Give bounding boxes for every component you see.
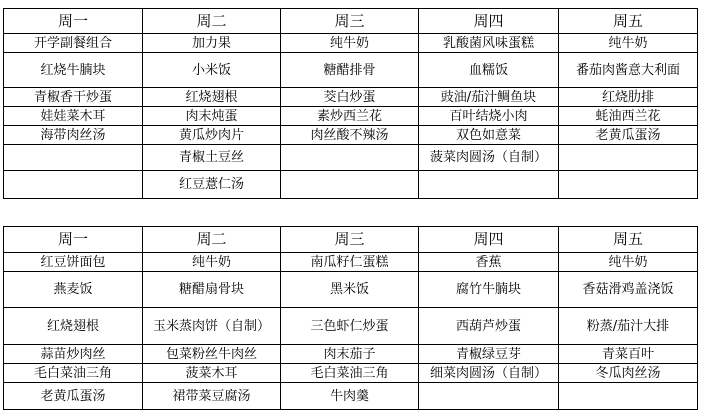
menu-cell (419, 171, 559, 199)
menu-cell: 海带肉丝汤 (4, 126, 143, 145)
menu-cell: 肉丝酸不辣汤 (281, 126, 419, 145)
week1-menu-row (4, 107, 698, 126)
menu-cell: 纯牛奶 (559, 34, 698, 53)
week2-menu-row (4, 253, 698, 272)
menu-cell (559, 145, 698, 171)
week1-menu-row (4, 145, 698, 171)
menu-cell: 裙带菜豆腐汤 (143, 383, 281, 410)
week1-menu-row (4, 171, 698, 199)
menu-cell: 菠菜木耳 (143, 364, 281, 383)
week1-menu-table (3, 8, 698, 199)
menu-cell: 纯牛奶 (143, 253, 281, 272)
menu-cell: 纯牛奶 (281, 34, 419, 53)
week1-menu-row (4, 53, 698, 88)
menu-cell: 红烧翅根 (143, 88, 281, 107)
menu-cell: 腐竹牛腩块 (419, 272, 559, 308)
menu-cell: 小米饭 (143, 53, 281, 88)
menu-cell: 老黄瓜蛋汤 (4, 383, 143, 410)
week1-menu-row (4, 126, 698, 145)
menu-cell: 细菜肉圆汤（自制） (419, 364, 559, 383)
menu-cell: 红烧肋排 (559, 88, 698, 107)
week2-menu-table (3, 226, 698, 410)
menu-cell: 黑米饭 (281, 272, 419, 308)
menu-cell: 香菇滑鸡盖浇饭 (559, 272, 698, 308)
menu-cell: 百叶结烧小肉 (419, 107, 559, 126)
menu-cell: 肉末茄子 (281, 345, 419, 364)
menu-cell: 红烧牛腩块 (4, 53, 143, 88)
menu-cell: 加力果 (143, 34, 281, 53)
menu-cell: 开学副餐组合 (4, 34, 143, 53)
menu-cell: 毛白菜油三角 (281, 364, 419, 383)
week2-day-header: 周五 (559, 227, 698, 253)
week2-menu-row (4, 383, 698, 410)
menu-cell: 番茄肉酱意大利面 (559, 53, 698, 88)
menu-cell: 豉油/茄汁鲷鱼块 (419, 88, 559, 107)
menu-cell (281, 171, 419, 199)
menu-cell: 青椒绿豆芽 (419, 345, 559, 364)
week1-menu-row (4, 34, 698, 53)
week1-day-header: 周二 (143, 9, 281, 34)
menu-cell: 肉末炖蛋 (143, 107, 281, 126)
menu-cell: 蒜苗炒肉丝 (4, 345, 143, 364)
menu-cell: 红烧翅根 (4, 308, 143, 345)
week2-menu-row (4, 308, 698, 345)
menu-cell: 南瓜籽仁蛋糕 (281, 253, 419, 272)
menu-cell: 纯牛奶 (559, 253, 698, 272)
menu-cell (4, 171, 143, 199)
menu-cell: 玉米蒸肉饼（自制） (143, 308, 281, 345)
week1-header-row (4, 9, 698, 34)
menu-cell: 冬瓜肉丝汤 (559, 364, 698, 383)
menu-cell: 青椒香干炒蛋 (4, 88, 143, 107)
menu-cell: 牛肉羹 (281, 383, 419, 410)
menu-cell: 三色虾仁炒蛋 (281, 308, 419, 345)
week1-day-header: 周三 (281, 9, 419, 34)
menu-cell: 毛白菜油三角 (4, 364, 143, 383)
menu-cell: 素炒西兰花 (281, 107, 419, 126)
week2-menu-row (4, 364, 698, 383)
menu-cell: 菠菜肉圆汤（自制） (419, 145, 559, 171)
menu-cell (559, 171, 698, 199)
menu-cell: 红豆饼面包 (4, 253, 143, 272)
menu-cell: 娃娃菜木耳 (4, 107, 143, 126)
week2-menu-row (4, 345, 698, 364)
menu-cell: 香蕉 (419, 253, 559, 272)
menu-cell: 糖醋排骨 (281, 53, 419, 88)
week1-day-header: 周四 (419, 9, 559, 34)
menu-cell: 乳酸菌风味蛋糕 (419, 34, 559, 53)
week2-day-header: 周四 (419, 227, 559, 253)
week1-menu-row (4, 88, 698, 107)
week2-day-header: 周三 (281, 227, 419, 253)
menu-cell (281, 145, 419, 171)
menu-cell (4, 145, 143, 171)
menu-cell: 血糯饭 (419, 53, 559, 88)
menu-cell (559, 383, 698, 410)
menu-cell: 青椒土豆丝 (143, 145, 281, 171)
menu-cell: 燕麦饭 (4, 272, 143, 308)
menu-cell: 黄瓜炒肉片 (143, 126, 281, 145)
menu-cell: 青菜百叶 (559, 345, 698, 364)
menu-cell: 红豆薏仁汤 (143, 171, 281, 199)
week1-day-header: 周一 (4, 9, 143, 34)
menu-cell: 包菜粉丝牛肉丝 (143, 345, 281, 364)
menu-cell: 双色如意菜 (419, 126, 559, 145)
menu-cell: 粉蒸/茄汁大排 (559, 308, 698, 345)
week1-day-header: 周五 (559, 9, 698, 34)
week2-day-header: 周二 (143, 227, 281, 253)
menu-cell: 糖醋扇骨块 (143, 272, 281, 308)
week2-menu-row (4, 272, 698, 308)
menu-cell: 老黄瓜蛋汤 (559, 126, 698, 145)
menu-cell: 西葫芦炒蛋 (419, 308, 559, 345)
week2-header-row (4, 227, 698, 253)
menu-cell: 茭白炒蛋 (281, 88, 419, 107)
week2-day-header: 周一 (4, 227, 143, 253)
menu-cell (419, 383, 559, 410)
menu-cell: 蚝油西兰花 (559, 107, 698, 126)
